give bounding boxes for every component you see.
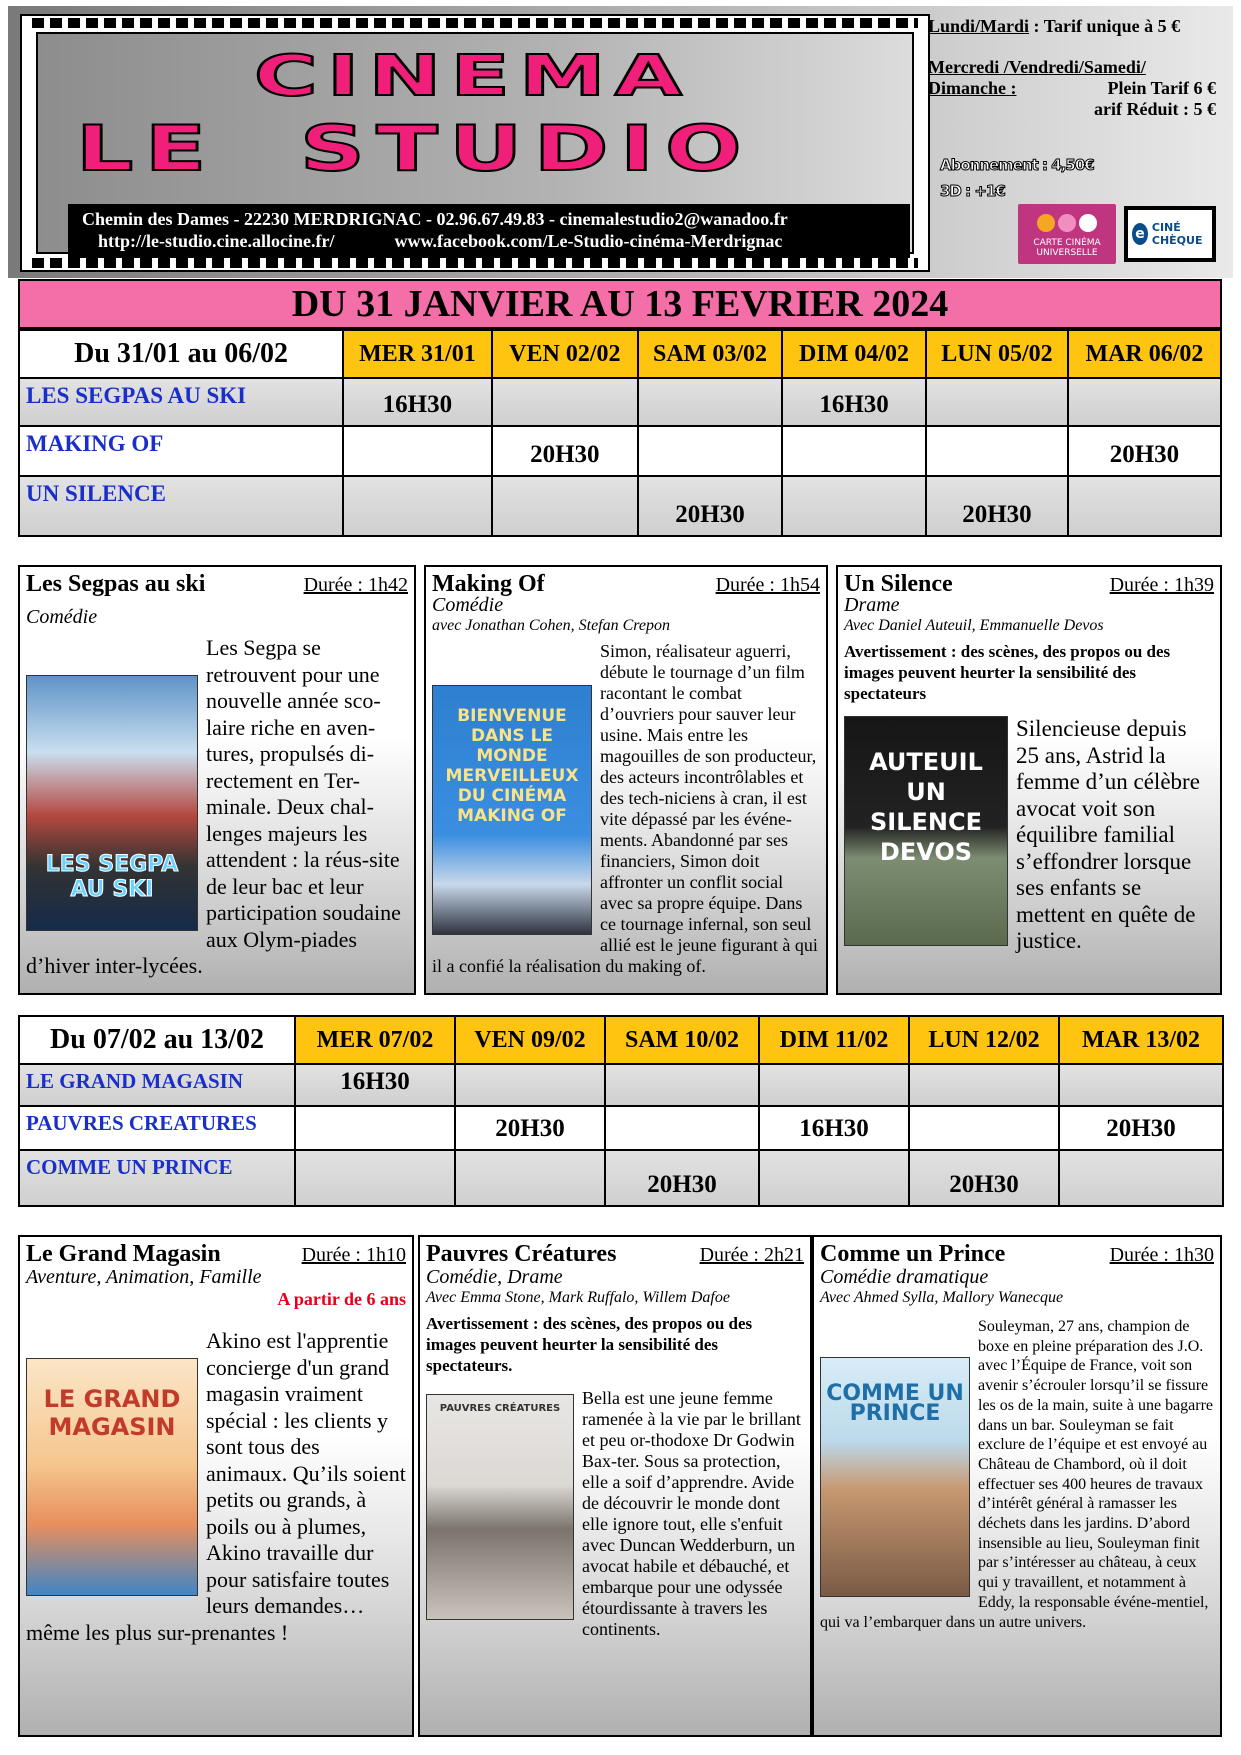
contact-address: Chemin des Dames - 22230 MERDRIGNAC - 02.96.67.49.83 - cinemalestudio2@wanadoo.fr [82,209,788,229]
week-label: Du 31/01 au 06/02 [19,330,343,378]
day-header: DIM 11/02 [759,1016,909,1064]
film-name: COMME UN PRINCE [19,1150,295,1206]
day-header: VEN 02/02 [492,330,638,378]
pricing-panel [928,16,1228,120]
day-header: MER 31/01 [343,330,492,378]
cine-cheque-icon: e [1132,223,1148,245]
poster-title: COMME UN PRINCE [826,1381,964,1426]
film-card-making-of [424,565,828,995]
showtime [455,1150,605,1206]
film-synopsis-text: Akino est l'apprentie concierge d'un grand magasin vraiment spécial : les clients y sont tous des animaux. Qu’ils soient petits ou grands, à poils ou à plumes, Akino travaille dur pour satisfaire toutes leurs demandes… même les plus sur-prenantes ! [26,1328,406,1645]
film-title: Pauvres Créatures [426,1241,617,1267]
film-title: Les Segpas au ski [26,571,206,597]
cine-cheque-logo [1124,206,1216,262]
film-card-comme-un-prince [812,1235,1222,1737]
day-header: MER 07/02 [295,1016,455,1064]
film-warning: Avertissement : des scènes, des propos ou des images peuvent heurter la sensibilité des spectateurs. [426,1314,753,1375]
table-row [19,426,1221,476]
film-card-grand-magasin [18,1235,414,1737]
showtime [909,1064,1059,1106]
film-duration: Durée : 2h21 [699,1244,804,1266]
showtime [605,1106,759,1150]
showtime [909,1106,1059,1150]
film-title: Making Of [432,571,545,597]
title-le: LE [76,112,218,185]
3d-supplement: 3D : +1€ [940,182,1005,200]
showtime: 20H30 [492,426,638,476]
abonnement-price: Abonnement : 4,50€ [940,156,1094,174]
film-genre: Aventure, Animation, Famille [26,1266,262,1288]
showtime: 16H30 [759,1106,909,1150]
showtime [295,1150,455,1206]
table-row [19,1064,1223,1106]
website-link[interactable]: http://le-studio.cine.allocine.fr/ [98,231,335,251]
facebook-link[interactable]: www.facebook.com/Le-Studio-cinéma-Merdrignac [394,231,783,251]
tarif-reduit: arif Réduit : 5 € [1094,99,1216,119]
contact-bar [68,204,910,258]
film-synopsis [26,1328,406,1646]
showtime [638,426,782,476]
showtime [343,476,492,536]
showtime [1059,1064,1223,1106]
day-header: LUN 05/02 [926,330,1068,378]
showtime [492,476,638,536]
day-header: LUN 12/02 [909,1016,1059,1064]
poster-title: LES SEGPA AU SKI [45,852,179,902]
film-duration: Durée : 1h54 [715,574,820,596]
tarif-days-2: Mercredi /Vendredi/Samedi/ [928,57,1146,77]
day-header: DIM 04/02 [782,330,926,378]
title-studio: STUDIO [300,112,754,185]
logo-background [36,32,914,254]
film-synopsis: Simon, réalisateur aguerri, débute le tournage d’un film racontant le combat d’ouvriers pour sauver leur usine. Mais entre les magouilles de son producteur, des acteurs incontrôlables et des tech-niciens à cran, il est vite dépassé par les événe-ments. Abandonné par ses financiers, Simon doit affronter un conflit social avec sa propre équipe. Dans ce tournage infernal, son seul allié est le jeune figurant à qui il a confié la réalisation du making of. [432,641,818,976]
showtime [926,378,1068,426]
showtime [1059,1150,1223,1206]
film-cast: Avec Daniel Auteuil, Emmanuelle Devos [844,617,1104,634]
tarif-value-1: : Tarif unique à 5 € [1033,16,1181,36]
film-cast: avec Jonathan Cohen, Stefan Crepon [432,617,671,634]
film-poster [820,1357,970,1597]
tarif-plein: Plein Tarif 6 € [1107,78,1216,98]
cinema-logo-frame [20,14,930,272]
film-card-un-silence [836,565,1222,995]
title-cinema: CINEMA [254,44,692,109]
tarif-days-1: Lundi/Mardi [928,16,1030,36]
showtime [605,1064,759,1106]
poster-title: BIENVENUE DANS LE MONDE MERVEILLEUX DU CINÉMA MAKING OF [445,706,579,826]
showtime: 16H30 [295,1064,455,1106]
day-header: SAM 03/02 [638,330,782,378]
showtime: 20H30 [455,1106,605,1150]
header [8,6,1233,278]
showtime [782,476,926,536]
poster-title: AUTEUIL UN SILENCE DEVOS [869,748,983,866]
showtime [638,378,782,426]
poster-title: LE GRAND MAGASIN [43,1385,181,1441]
showtime: 20H30 [909,1150,1059,1206]
table-row [19,378,1221,426]
day-header: MAR 13/02 [1059,1016,1223,1064]
showtime: 16H30 [782,378,926,426]
showtime [782,426,926,476]
table-row [19,1106,1223,1150]
film-cast: Avec Ahmed Sylla, Mallory Wanecque [820,1289,1064,1306]
showtime [295,1106,455,1150]
tarif-days-3: Dimanche : [928,78,1017,98]
film-duration: Durée : 1h39 [1109,574,1214,596]
film-title: Un Silence [844,571,953,597]
film-card-pauvres-creatures [418,1235,812,1737]
film-genre: Comédie [26,606,98,628]
ccu-logo [1018,204,1116,264]
film-duration: Durée : 1h10 [301,1244,406,1266]
day-header: VEN 09/02 [455,1016,605,1064]
film-name: LE GRAND MAGASIN [19,1064,295,1106]
period-banner: DU 31 JANVIER AU 13 FEVRIER 2024 [18,279,1222,329]
film-name: LES SEGPAS AU SKI [19,378,343,426]
table-row [19,1150,1223,1206]
film-genre: Drame [844,594,900,616]
showtime: 20H30 [638,476,782,536]
schedule-week-1 [18,329,1222,537]
showtime: 20H30 [1068,426,1221,476]
film-genre: Comédie, Drame [426,1266,563,1288]
showtime [343,426,492,476]
film-cast: Avec Emma Stone, Mark Ruffalo, Willem Dafoe [426,1289,730,1306]
film-synopsis: Les Segpa se retrouvent pour une nouvelle année sco-laire riche en aven-tures, propulsés di-rectement en Ter-minale. Deux chal-lenges majeurs les attendent : la réus-site de leur bac et leur participation soudaine aux Olym-piades d’hiver inter-lycées. [26,635,401,978]
film-poster [26,675,198,931]
showtime: 20H30 [605,1150,759,1206]
film-genre: Comédie [432,594,504,616]
film-title: Comme un Prince [820,1241,1006,1267]
film-title: Le Grand Magasin [26,1241,221,1267]
week-label: Du 07/02 au 13/02 [19,1016,295,1064]
film-name: PAUVRES CREATURES [19,1106,295,1150]
film-synopsis: Silencieuse depuis 25 ans, Astrid la femme d’un célèbre avocat voit son équilibre familial s’effondrer lorsque ses enfants se mettent en quête de justice. [1016,716,1200,953]
subscription-info [940,152,1094,204]
cine-cheque-text: CINÉ CHÈQUE [1151,221,1203,247]
showtime [759,1064,909,1106]
film-genre: Comédie dramatique [820,1266,989,1288]
poster-title: PAUVRES CRÉATURES [439,1403,561,1414]
age-rating: A partir de 6 ans [277,1289,406,1309]
film-duration: Durée : 1h30 [1109,1244,1214,1266]
schedule-week-2 [18,1015,1224,1207]
showtime [455,1064,605,1106]
film-name: UN SILENCE [19,476,343,536]
showtime [926,426,1068,476]
day-header: MAR 06/02 [1068,330,1221,378]
table-row [19,476,1221,536]
showtime [759,1150,909,1206]
film-poster [426,1394,574,1620]
showtime [492,378,638,426]
film-duration: Durée : 1h42 [303,574,408,596]
film-synopsis-text: Souleyman, 27 ans, champion de boxe en pleine préparation des J.O. avec l’Équipe de France, voit son avenir s’écrouler lorsqu’il se fissure les os de la main, suite à une bagarre dans un bar. Souleyman se fait exclure de l’équipe et est envoyé au Château de Chambord, où il doit effectuer ses 400 heures de travaux d’intérêt général à ramasser les déchets dans les jardins. D’abord insensible au lieu, Souleyman finit par s’intéresser au château, à ceux qui y travaillent, et notamment à Eddy, la responsable événe-mentiel, qui va l’embarquer dans un autre univers. [820,1318,1214,1631]
showtime: 20H30 [1059,1106,1223,1150]
film-synopsis [820,1317,1214,1632]
showtime [1068,378,1221,426]
film-synopsis: Bella est une jeune femme ramenée à la vie par le brillant et peu or-thodoxe Dr Godwin Bax-ter. Sous sa protection, elle a soif d’apprendre. Avide de découvrir le monde dont elle ignore tout, elle s'enfuit avec Duncan Wedderburn, un avocat habile et débauché, et embarque pour une odyssée étourdissante à travers les continents. [582,1388,801,1639]
film-poster [844,716,1008,946]
film-card-segpas [18,565,416,995]
film-warning: Avertissement : des scènes, des propos ou des images peuvent heurter la sensibilité des spectateurs [844,642,1171,703]
showtime: 16H30 [343,378,492,426]
ccu-logo-text: CARTE CINÉMA UNIVERSELLE [1033,238,1101,258]
showtime: 20H30 [926,476,1068,536]
film-poster [26,1358,198,1596]
showtime [1068,476,1221,536]
day-header: SAM 10/02 [605,1016,759,1064]
film-poster [432,685,592,935]
film-name: MAKING OF [19,426,343,476]
